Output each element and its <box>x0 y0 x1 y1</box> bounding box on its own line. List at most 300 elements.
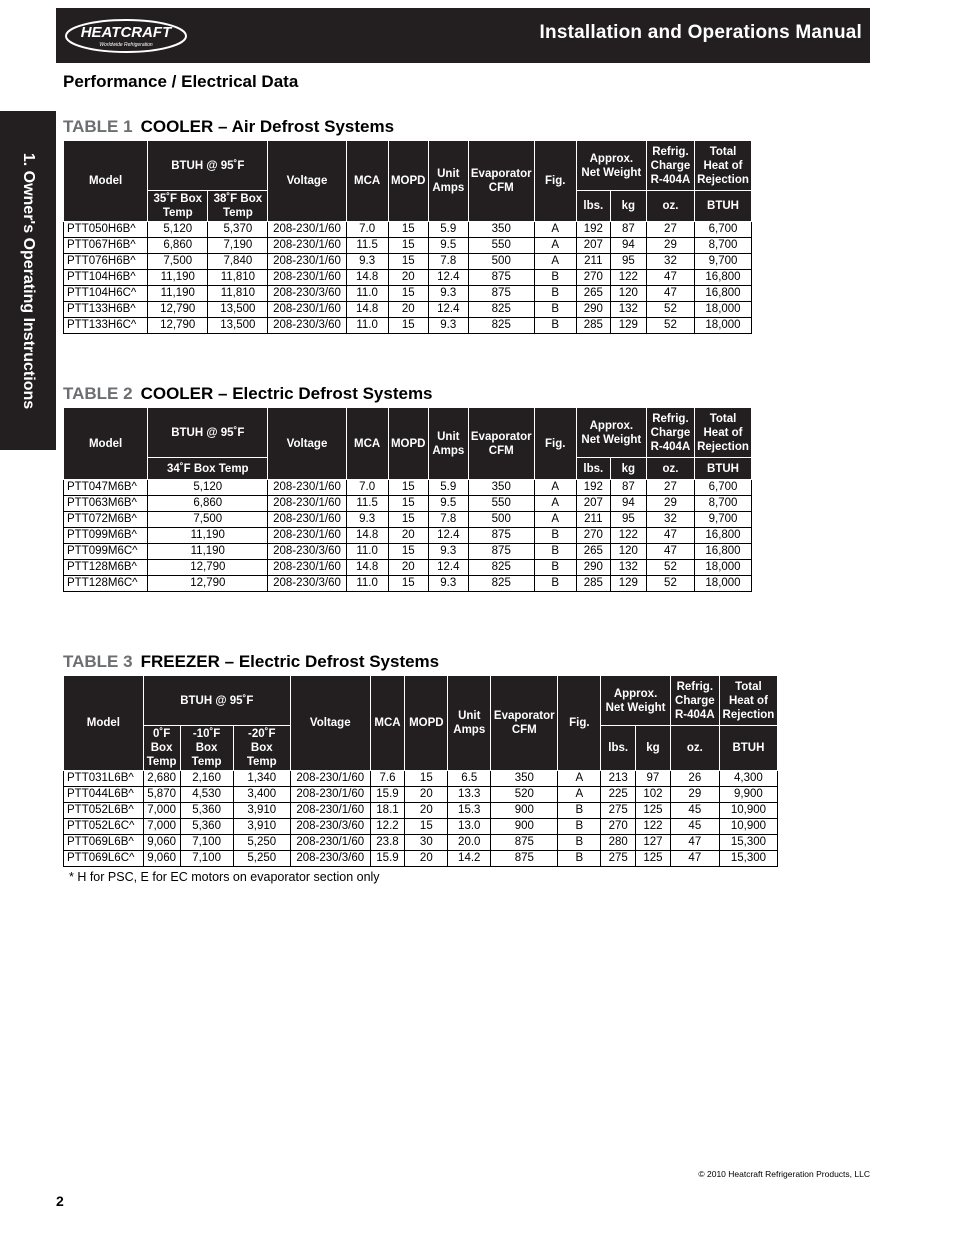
col-box-temp-34: 34˚F Box Temp <box>148 458 268 480</box>
table-cell: 15 <box>388 254 428 270</box>
table-cell: 875 <box>491 851 558 867</box>
table-row <box>64 787 778 803</box>
model-cell: PTT128M6B^ <box>64 560 148 576</box>
table-cell: 208-230/1/60 <box>290 803 370 819</box>
table-cell: 9.3 <box>428 544 468 560</box>
table-row <box>64 576 752 592</box>
table-row <box>64 480 752 496</box>
table-cell: 132 <box>610 560 646 576</box>
table-cell: 47 <box>646 270 694 286</box>
table3-title <box>63 652 439 672</box>
table-cell: 290 <box>576 560 610 576</box>
table-cell: 27 <box>646 222 694 238</box>
table-cell: 16,800 <box>695 528 752 544</box>
table-cell: 12,790 <box>148 318 208 334</box>
table3-number: TABLE 3 <box>63 652 133 671</box>
table-row <box>64 496 752 512</box>
table-cell: 9.3 <box>428 576 468 592</box>
table-cell: 208-230/1/60 <box>268 512 346 528</box>
table-cell: 4,300 <box>719 771 777 787</box>
table-cell: 11.0 <box>346 286 388 302</box>
table-cell: 9,060 <box>143 835 180 851</box>
table-cell: 6,860 <box>148 238 208 254</box>
table-cell: 208-230/1/60 <box>268 560 346 576</box>
table-cell: 102 <box>636 787 671 803</box>
table-cell: 15 <box>388 222 428 238</box>
model-cell: PTT099M6C^ <box>64 544 148 560</box>
col-total-heat: Total Heat of Rejection <box>695 408 752 458</box>
table-cell: 15.9 <box>370 851 405 867</box>
logo-subtext: Worldwide Refrigeration <box>99 42 153 48</box>
table-cell: A <box>534 496 576 512</box>
col-total-heat: Total Heat of Rejection <box>695 141 752 191</box>
table-cell: 15,300 <box>719 835 777 851</box>
table-cell: 14.8 <box>346 528 388 544</box>
table3-caption: FREEZER – Electric Defrost Systems <box>140 652 440 671</box>
table-row <box>64 528 752 544</box>
section-title: Performance / Electrical Data <box>63 72 299 91</box>
table-cell: 30 <box>405 835 448 851</box>
table-cell: A <box>558 771 601 787</box>
table-cell: 15 <box>388 238 428 254</box>
table-cell: 120 <box>610 544 646 560</box>
col-model: Model <box>64 141 148 222</box>
table-cell: 29 <box>646 238 694 254</box>
table-cell: 15 <box>405 819 448 835</box>
table-cell: 213 <box>601 771 636 787</box>
table-cell: 12,790 <box>148 576 268 592</box>
table-cell: 45 <box>670 819 719 835</box>
col-box-temp-minus10: -10˚F Box Temp <box>180 726 233 771</box>
table-cell: 47 <box>646 544 694 560</box>
table-cell: 9.3 <box>428 318 468 334</box>
col-box-temp-0: 0˚F Box Temp <box>143 726 180 771</box>
table-cell: 875 <box>468 286 534 302</box>
table-cell: 550 <box>468 496 534 512</box>
table-cell: 7,840 <box>208 254 268 270</box>
table-cell: 9,060 <box>143 851 180 867</box>
table-cell: 95 <box>610 512 646 528</box>
table-cell: 95 <box>610 254 646 270</box>
table-cell: 6.5 <box>448 771 491 787</box>
table-cell: 208-230/1/60 <box>268 254 346 270</box>
col-btuh-unit: BTUH <box>695 191 752 222</box>
table-cell: 15 <box>388 544 428 560</box>
col-box-temp-35: 35˚F Box Temp <box>148 191 208 222</box>
table-cell: 7,190 <box>208 238 268 254</box>
col-btuh: BTUH @ 95˚F <box>148 408 268 458</box>
table-cell: 208-230/1/60 <box>268 270 346 286</box>
table-cell: 13.0 <box>448 819 491 835</box>
table-cell: 52 <box>646 318 694 334</box>
table-cell: B <box>558 835 601 851</box>
table-cell: 9,700 <box>695 512 752 528</box>
table-row <box>64 286 752 302</box>
table-cell: 29 <box>670 787 719 803</box>
col-oz: oz. <box>646 458 694 480</box>
col-total-heat: Total Heat of Rejection <box>719 676 777 726</box>
table-row <box>64 270 752 286</box>
col-net-weight: Approx. Net Weight <box>601 676 671 726</box>
table-cell: 207 <box>576 238 610 254</box>
table-cell: 9.3 <box>346 512 388 528</box>
table-cell: 12.4 <box>428 302 468 318</box>
table-cell: 520 <box>491 787 558 803</box>
table-cell: 9,900 <box>719 787 777 803</box>
table-cell: 15.3 <box>448 803 491 819</box>
col-kg: kg <box>610 191 646 222</box>
table-cell: 208-230/3/60 <box>268 286 346 302</box>
table-cell: A <box>534 512 576 528</box>
table1 <box>63 140 752 334</box>
table-cell: 11,810 <box>208 270 268 286</box>
table-cell: 18.1 <box>370 803 405 819</box>
col-lbs: lbs. <box>576 191 610 222</box>
table-cell: 11,190 <box>148 528 268 544</box>
table-cell: 5.9 <box>428 222 468 238</box>
col-unit-amps: Unit Amps <box>428 408 468 480</box>
footnote: * H for PSC, E for EC motors on evaporator section only <box>69 870 380 884</box>
model-cell: PTT052L6C^ <box>64 819 144 835</box>
table-cell: 18,000 <box>695 576 752 592</box>
col-fig: Fig. <box>534 408 576 480</box>
table3 <box>63 675 778 867</box>
table-cell: 550 <box>468 238 534 254</box>
table-cell: 208-230/3/60 <box>268 544 346 560</box>
table-cell: 211 <box>576 512 610 528</box>
table-cell: 208-230/1/60 <box>290 771 370 787</box>
table-cell: 20 <box>405 803 448 819</box>
table-cell: 5,870 <box>143 787 180 803</box>
table1-caption: COOLER – Air Defrost Systems <box>140 117 395 136</box>
model-cell: PTT052L6B^ <box>64 803 144 819</box>
table-cell: 7.0 <box>346 222 388 238</box>
table-cell: 7.8 <box>428 254 468 270</box>
table-cell: 3,910 <box>233 819 290 835</box>
model-cell: PTT069L6C^ <box>64 851 144 867</box>
table-row <box>64 512 752 528</box>
table-cell: 20 <box>388 302 428 318</box>
col-refrig-charge: Refrig. Charge R-404A <box>646 408 694 458</box>
col-btuh: BTUH @ 95˚F <box>148 141 268 191</box>
col-fig: Fig. <box>534 141 576 222</box>
table-cell: B <box>534 560 576 576</box>
table-cell: 26 <box>670 771 719 787</box>
table-cell: 9,700 <box>695 254 752 270</box>
col-box-temp-minus20: -20˚F Box Temp <box>233 726 290 771</box>
table-cell: 122 <box>610 270 646 286</box>
table-cell: 208-230/1/60 <box>268 302 346 318</box>
table-cell: 15 <box>388 512 428 528</box>
side-tab-label: 1. Owner's Operating Instructions <box>20 152 37 410</box>
table-cell: 12.4 <box>428 270 468 286</box>
table-cell: B <box>558 819 601 835</box>
table-cell: 265 <box>576 544 610 560</box>
model-cell: PTT067H6B^ <box>64 238 148 254</box>
table-cell: 9.3 <box>428 286 468 302</box>
col-mopd: MOPD <box>388 408 428 480</box>
model-cell: PTT099M6B^ <box>64 528 148 544</box>
table-cell: A <box>534 480 576 496</box>
table-cell: 97 <box>636 771 671 787</box>
table-cell: 875 <box>491 835 558 851</box>
table-cell: 15 <box>388 496 428 512</box>
col-oz: oz. <box>670 726 719 771</box>
col-voltage: Voltage <box>268 408 346 480</box>
model-cell: PTT047M6B^ <box>64 480 148 496</box>
table-cell: 5,250 <box>233 835 290 851</box>
table-row <box>64 302 752 318</box>
col-mopd: MOPD <box>405 676 448 771</box>
table-cell: 208-230/1/60 <box>268 238 346 254</box>
table-row <box>64 544 752 560</box>
table2-number: TABLE 2 <box>63 384 133 403</box>
table-cell: 1,340 <box>233 771 290 787</box>
table-cell: 52 <box>646 560 694 576</box>
model-cell: PTT050H6B^ <box>64 222 148 238</box>
table-row <box>64 254 752 270</box>
table-cell: 13.3 <box>448 787 491 803</box>
table-cell: 265 <box>576 286 610 302</box>
table-cell: 45 <box>670 803 719 819</box>
table-row <box>64 771 778 787</box>
table-cell: 15 <box>388 576 428 592</box>
col-evap-cfm: Evaporator CFM <box>468 408 534 480</box>
model-cell: PTT104H6B^ <box>64 270 148 286</box>
table-row <box>64 238 752 254</box>
table-cell: 2,160 <box>180 771 233 787</box>
table-cell: 18,000 <box>695 560 752 576</box>
table-cell: 14.8 <box>346 270 388 286</box>
table-cell: 500 <box>468 254 534 270</box>
model-cell: PTT072M6B^ <box>64 512 148 528</box>
table-cell: 12.2 <box>370 819 405 835</box>
table-cell: 32 <box>646 512 694 528</box>
table-cell: 208-230/3/60 <box>268 576 346 592</box>
table-cell: 122 <box>610 528 646 544</box>
col-btuh: BTUH @ 95˚F <box>143 676 290 726</box>
table-cell: 11.5 <box>346 238 388 254</box>
table-cell: 5.9 <box>428 480 468 496</box>
table-cell: 20 <box>405 851 448 867</box>
table-cell: B <box>534 576 576 592</box>
model-cell: PTT133H6B^ <box>64 302 148 318</box>
table-cell: 825 <box>468 576 534 592</box>
table-cell: 15 <box>388 286 428 302</box>
table-cell: 11,190 <box>148 544 268 560</box>
table-cell: B <box>534 528 576 544</box>
table-cell: 20 <box>388 270 428 286</box>
table-cell: 16,800 <box>695 270 752 286</box>
table-cell: 10,900 <box>719 803 777 819</box>
table-cell: 5,120 <box>148 480 268 496</box>
table-cell: 11.5 <box>346 496 388 512</box>
col-mca: MCA <box>346 408 388 480</box>
table-cell: 875 <box>468 270 534 286</box>
table-cell: 900 <box>491 803 558 819</box>
table-cell: B <box>558 851 601 867</box>
table-cell: 11.0 <box>346 576 388 592</box>
table-cell: B <box>534 302 576 318</box>
table-cell: 5,360 <box>180 819 233 835</box>
table-cell: 9.3 <box>346 254 388 270</box>
col-voltage: Voltage <box>290 676 370 771</box>
col-refrig-charge: Refrig. Charge R-404A <box>670 676 719 726</box>
heatcraft-logo <box>64 18 188 54</box>
table-cell: 9.5 <box>428 238 468 254</box>
table-cell: 350 <box>491 771 558 787</box>
table-cell: B <box>534 544 576 560</box>
table-cell: 192 <box>576 222 610 238</box>
table-row <box>64 318 752 334</box>
table-cell: 11,810 <box>208 286 268 302</box>
table-cell: 14.2 <box>448 851 491 867</box>
col-model: Model <box>64 676 144 771</box>
table-cell: 5,250 <box>233 851 290 867</box>
table-cell: 875 <box>468 528 534 544</box>
table-cell: 12,790 <box>148 302 208 318</box>
logo-text: HEATCRAFT <box>80 24 172 41</box>
table-cell: 208-230/1/60 <box>268 496 346 512</box>
table-row <box>64 819 778 835</box>
table-cell: 270 <box>576 528 610 544</box>
table-cell: 20 <box>388 560 428 576</box>
table-cell: 94 <box>610 496 646 512</box>
table-cell: 11,190 <box>148 270 208 286</box>
col-mopd: MOPD <box>388 141 428 222</box>
table-row <box>64 222 752 238</box>
table-cell: 7,000 <box>143 819 180 835</box>
table-cell: B <box>558 803 601 819</box>
table-cell: 900 <box>491 819 558 835</box>
table-cell: 15 <box>405 771 448 787</box>
col-kg: kg <box>636 726 671 771</box>
col-oz: oz. <box>646 191 694 222</box>
col-net-weight: Approx. Net Weight <box>576 141 646 191</box>
table-cell: 47 <box>670 851 719 867</box>
table-cell: 6,860 <box>148 496 268 512</box>
model-cell: PTT063M6B^ <box>64 496 148 512</box>
table-cell: 27 <box>646 480 694 496</box>
table-cell: 7,100 <box>180 835 233 851</box>
table-cell: 5,120 <box>148 222 208 238</box>
table-cell: 18,000 <box>695 318 752 334</box>
table2 <box>63 407 752 592</box>
col-btuh-unit: BTUH <box>719 726 777 771</box>
copyright: © 2010 Heatcraft Refrigeration Products, LLC <box>698 1169 870 1179</box>
col-unit-amps: Unit Amps <box>428 141 468 222</box>
table-cell: 20.0 <box>448 835 491 851</box>
table-cell: 208-230/3/60 <box>290 851 370 867</box>
table-cell: 207 <box>576 496 610 512</box>
table-cell: 7.0 <box>346 480 388 496</box>
table-cell: A <box>534 254 576 270</box>
table-cell: 129 <box>610 318 646 334</box>
table-cell: 285 <box>576 318 610 334</box>
table-cell: 6,700 <box>695 222 752 238</box>
table-cell: 275 <box>601 851 636 867</box>
table-cell: 875 <box>468 544 534 560</box>
table-cell: 132 <box>610 302 646 318</box>
table-cell: 5,370 <box>208 222 268 238</box>
col-unit-amps: Unit Amps <box>448 676 491 771</box>
table-cell: 15 <box>388 480 428 496</box>
table-cell: 16,800 <box>695 286 752 302</box>
table-cell: A <box>558 787 601 803</box>
table-cell: B <box>534 318 576 334</box>
table-cell: 5,360 <box>180 803 233 819</box>
table-cell: 11,190 <box>148 286 208 302</box>
table-cell: 14.8 <box>346 560 388 576</box>
table2-caption: COOLER – Electric Defrost Systems <box>140 384 433 403</box>
table-cell: 87 <box>610 480 646 496</box>
table-cell: 15 <box>388 318 428 334</box>
model-cell: PTT133H6C^ <box>64 318 148 334</box>
page-number: 2 <box>56 1193 64 1209</box>
table-cell: 125 <box>636 803 671 819</box>
table-cell: 13,500 <box>208 302 268 318</box>
table-cell: 280 <box>601 835 636 851</box>
table-cell: 2,680 <box>143 771 180 787</box>
model-cell: PTT031L6B^ <box>64 771 144 787</box>
table-cell: 270 <box>601 819 636 835</box>
table-cell: 15.9 <box>370 787 405 803</box>
model-cell: PTT044L6B^ <box>64 787 144 803</box>
table-cell: 208-230/1/60 <box>268 480 346 496</box>
col-model: Model <box>64 408 148 480</box>
table-cell: 120 <box>610 286 646 302</box>
col-evap-cfm: Evaporator CFM <box>491 676 558 771</box>
table-cell: 7,000 <box>143 803 180 819</box>
model-cell: PTT076H6B^ <box>64 254 148 270</box>
table-cell: 29 <box>646 496 694 512</box>
table-cell: 290 <box>576 302 610 318</box>
header-bar <box>56 8 870 63</box>
col-refrig-charge: Refrig. Charge R-404A <box>646 141 694 191</box>
table-cell: 208-230/1/60 <box>290 787 370 803</box>
side-tab <box>0 111 56 450</box>
table-cell: 10,900 <box>719 819 777 835</box>
table-cell: 47 <box>670 835 719 851</box>
table-cell: 8,700 <box>695 496 752 512</box>
table-cell: 208-230/1/60 <box>290 835 370 851</box>
table-cell: 225 <box>601 787 636 803</box>
model-cell: PTT069L6B^ <box>64 835 144 851</box>
col-mca: MCA <box>370 676 405 771</box>
col-mca: MCA <box>346 141 388 222</box>
table-cell: 6,700 <box>695 480 752 496</box>
manual-title: Installation and Operations Manual <box>539 22 862 43</box>
table1-number: TABLE 1 <box>63 117 133 136</box>
table-cell: 52 <box>646 302 694 318</box>
table-cell: 275 <box>601 803 636 819</box>
table2-title <box>63 384 433 404</box>
col-net-weight: Approx. Net Weight <box>576 408 646 458</box>
table-cell: 129 <box>610 576 646 592</box>
table1-title <box>63 117 394 137</box>
table-cell: 47 <box>646 286 694 302</box>
table-cell: 14.8 <box>346 302 388 318</box>
table-cell: 211 <box>576 254 610 270</box>
table-cell: A <box>534 222 576 238</box>
table-cell: 127 <box>636 835 671 851</box>
table-cell: 16,800 <box>695 544 752 560</box>
table-cell: 3,400 <box>233 787 290 803</box>
table-cell: 8,700 <box>695 238 752 254</box>
table-cell: 208-230/1/60 <box>268 222 346 238</box>
col-box-temp-38: 38˚F Box Temp <box>208 191 268 222</box>
table-cell: 7.6 <box>370 771 405 787</box>
